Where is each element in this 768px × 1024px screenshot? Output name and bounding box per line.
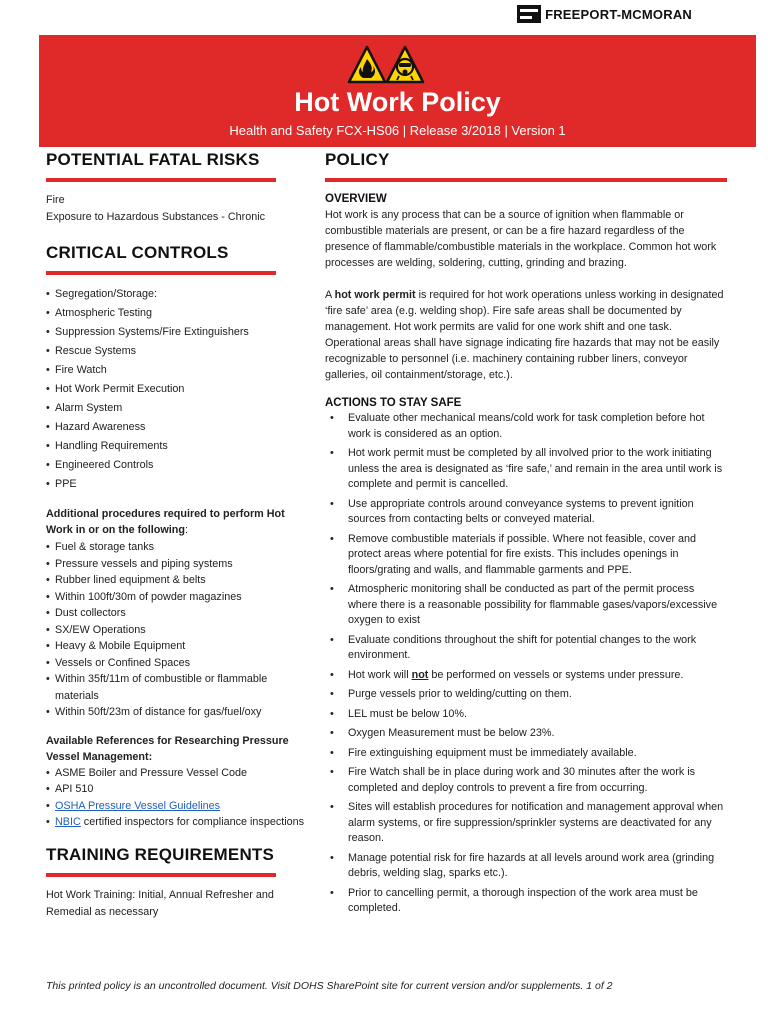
training-text: Hot Work Training: Initial, Annual Refresher and Remedial as necessary (46, 888, 274, 918)
left-column (46, 150, 308, 921)
additional-procedures-heading: Additional procedures required to perform Hot Work in or on the following: (46, 508, 285, 536)
section-rule (325, 178, 727, 182)
action-item: • Atmospheric monitoring shall be conducted as part of the permit process where there is a reasonable possibility for flammable gases/vapors/excessive oxygen to exist (325, 582, 725, 629)
policy-heading: POLICY (325, 150, 390, 169)
risk-item: Fire (46, 194, 65, 206)
list-item: • API 510 (46, 781, 308, 798)
list-item: • Fire Watch (46, 361, 308, 380)
list-item: • Segregation/Storage: (46, 285, 308, 304)
critical-controls-heading: CRITICAL CONTROLS (46, 243, 229, 262)
action-item: • Prior to cancelling permit, a thorough inspection of the work area must be completed. (325, 886, 725, 917)
list-item: • Pressure vessels and piping systems (46, 556, 308, 573)
action-item: • Fire extinguishing equipment must be immediately available. (325, 746, 725, 762)
action-item: • Evaluate other mechanical means/cold work for task completion before hot work is considered as an option. (325, 411, 725, 442)
list-item: • Suppression Systems/Fire Extinguishers (46, 323, 308, 342)
list-item: • Heavy & Mobile Equipment (46, 638, 308, 655)
action-item: • Fire Watch shall be in place during work and 30 minutes after the work is completed and deploy controls to prevent a fire from occurring. (325, 765, 725, 796)
list-item: • Hazard Awareness (46, 418, 308, 437)
action-item: • Purge vessels prior to welding/cutting on them. (325, 687, 725, 703)
list-item: • Vessels or Confined Spaces (46, 655, 308, 672)
action-item: • LEL must be below 10%. (325, 707, 725, 723)
right-column (325, 150, 725, 921)
logo-text: FREEPORT-MCMORAN (545, 6, 692, 22)
list-item: • Atmospheric Testing (46, 304, 308, 323)
page-title: Hot Work Policy (294, 87, 501, 117)
list-item: • Alarm System (46, 399, 308, 418)
list-item (46, 798, 308, 815)
actions-heading: ACTIONS TO STAY SAFE (325, 397, 462, 409)
list-item: • Within 100ft/30m of powder magazines (46, 589, 308, 606)
ppe-respirator-icon (385, 45, 425, 85)
training-heading: TRAINING REQUIREMENTS (46, 844, 275, 864)
fire-hazard-icon (347, 45, 387, 85)
section-rule (46, 873, 276, 877)
action-item: • Oxygen Measurement must be below 23%. (325, 726, 725, 742)
action-item: • Remove combustible materials if possible. Where not feasible, cover and protect areas where potential for fire exists. This includes openings in floors/grating and walls, and flammable garments and PPE. (325, 532, 725, 579)
list-item: • Within 50ft/23m of distance for gas/fuel/oxy (46, 704, 308, 721)
list-item: • PPE (46, 475, 308, 494)
fatal-risks-list (46, 192, 308, 226)
list-item: • NBIC certified inspectors for compliance inspections (46, 814, 308, 831)
actions-list (325, 411, 725, 917)
list-item: • Within 35ft/11m of combustible or flammable materials (46, 671, 308, 704)
additional-procedures-list (46, 539, 308, 721)
list-item: • ASME Boiler and Pressure Vessel Code (46, 765, 308, 782)
list-item: • Hot Work Permit Execution (46, 380, 308, 399)
overview-text: Hot work is any process that can be a source of ignition when flammable or combustible materials are present, or can be a fire hazard regardless of the presence of flammable/combustible materials in the workplace. Common hot work processes are welding, soldering, cutting, grinding and brazing. (325, 209, 717, 269)
action-item: • Hot work will not be performed on vessels or systems under pressure. (325, 668, 725, 684)
list-item: • SX/EW Operations (46, 622, 308, 639)
fatal-risks-heading: POTENTIAL FATAL RISKS (46, 150, 260, 169)
nbic-link[interactable]: NBIC (55, 816, 81, 828)
section-rule (46, 271, 276, 275)
overview-heading: OVERVIEW (325, 193, 387, 205)
action-item: • Hot work permit must be completed by all involved prior to the work initiating unless the area is designated as ‘fire safe,’ and remain in the area until work is complete and permit is cancelled. (325, 446, 725, 493)
references-list (46, 765, 308, 831)
section-rule (46, 178, 276, 182)
list-item: • Dust collectors (46, 605, 308, 622)
list-item: • Handling Requirements (46, 437, 308, 456)
page-subtitle: Health and Safety FCX-HS06 | Release 3/2018 | Version 1 (229, 123, 566, 138)
action-item: • Sites will establish procedures for notification and management approval when alarm systems, or fire suppression/sprinkler systems are deactivated for any reason. (325, 800, 725, 847)
critical-controls-list (46, 285, 308, 494)
page-footer: This printed policy is an uncontrolled document. Visit DOHS SharePoint site for current version and/or supplements. 1 of 2 (46, 980, 613, 992)
action-item: • Evaluate conditions throughout the shift for potential changes to the work environment. (325, 633, 725, 664)
list-item: • Fuel & storage tanks (46, 539, 308, 556)
osha-guidelines-link[interactable]: OSHA Pressure Vessel Guidelines (55, 799, 221, 812)
action-item: • Manage potential risk for fire hazards at all levels around work area (grinding debris, welding slag, sparks etc.). (325, 851, 725, 882)
permit-text: A hot work permit is required for hot work operations unless working in designated ‘fire safe’ area (e.g. welding shop). Fire safe areas shall be documented by management. Hot work permits are valid for one work shift and one task. Operational areas shall have signage indicating fire hazards that may not be easily recognizable to personnel (i.e. machinery containing rubber liners, conveyor galleries, oil containment/storage, etc.). (325, 289, 724, 381)
list-item: • Engineered Controls (46, 456, 308, 475)
action-item: • Use appropriate controls around conveyance systems to prevent ignition sources from contacting belts or conveyed material. (325, 497, 725, 528)
risk-item: Exposure to Hazardous Substances - Chronic (46, 211, 266, 223)
list-item: • Rubber lined equipment & belts (46, 572, 308, 589)
references-heading: Available References for Researching Pressure Vessel Management: (46, 734, 289, 763)
company-logo (517, 5, 692, 23)
list-item: • Rescue Systems (46, 342, 308, 361)
title-banner (39, 35, 756, 147)
logo-mark-icon (517, 5, 541, 23)
